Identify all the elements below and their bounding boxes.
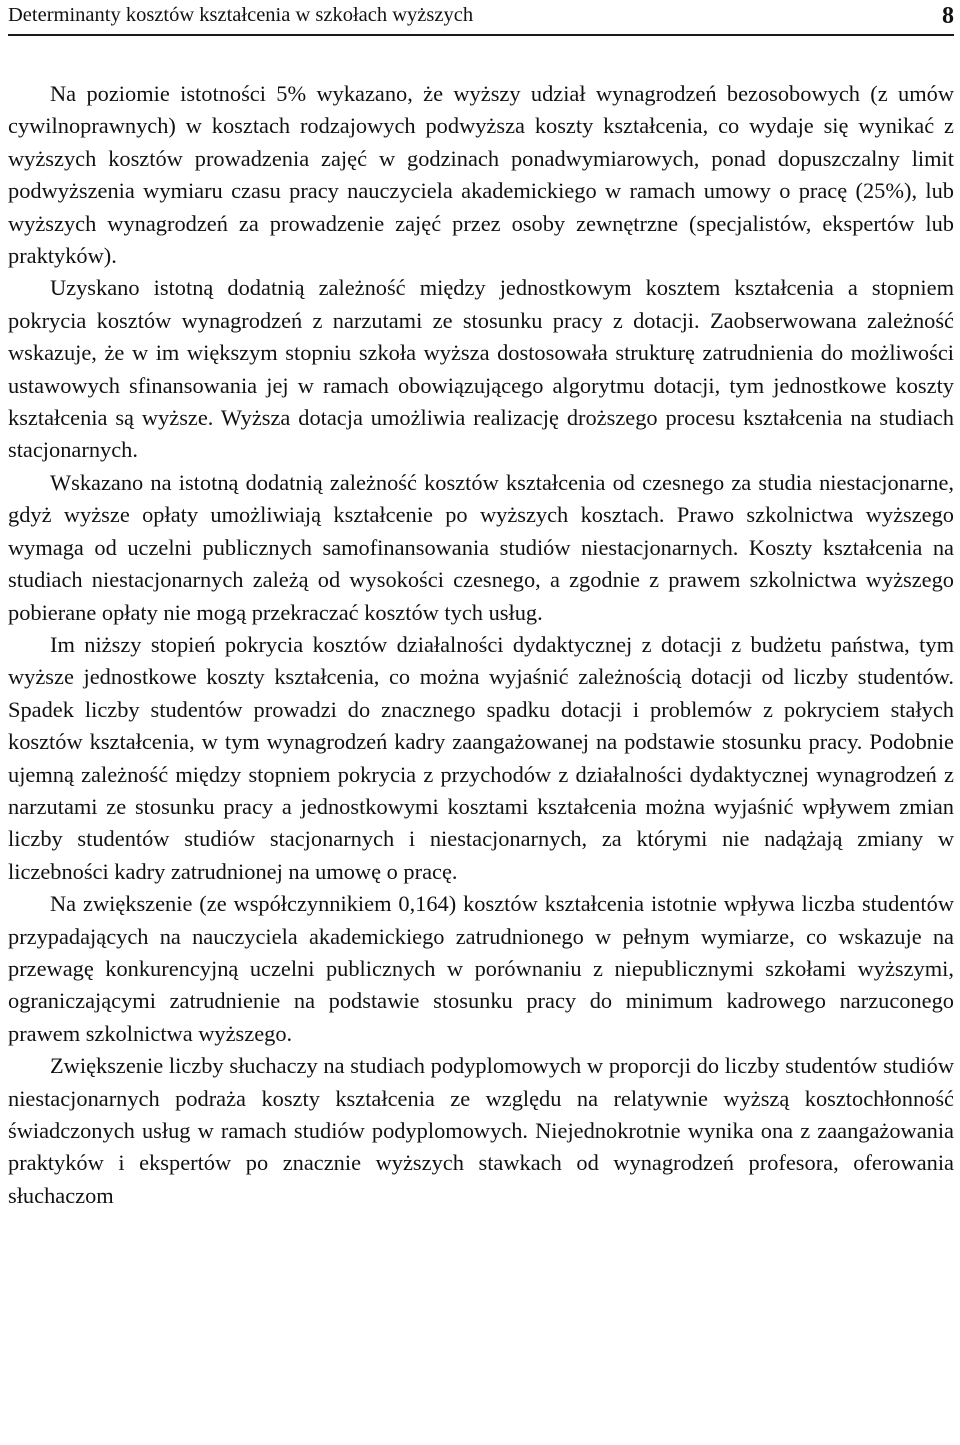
paragraph: Na zwiększenie (ze współczynnikiem 0,164) kosztów kształcenia istotnie wpływa liczba studentów przypadających na nauczyciela akademickiego zatrudnionego w pełnym wymiarze, co wskazuje na przewagę konkurencyjną uczelni publicznych w porównaniu z niepublicznymi szkołami wyższymi, ograniczającymi zatrudnienie na podstawie stosunku pracy do minimum kadrowego narzuconego prawem szkolnictwa wyższego.	[8, 891, 954, 1046]
paragraph: Im niższy stopień pokrycia kosztów działalności dydaktycznej z dotacji z budżetu państwa, tym wyższe jednostkowe koszty kształcenia, co można wyjaśnić zależnością dotacji od liczby studentów. Spadek liczby studentów prowadzi do znacznego spadku dotacji i problemów z pokryciem stałych kosztów kształcenia, w tym wynagrodzeń kadry zaangażowanej na podstawie stosunku pracy. Podobnie ujemną zależność między stopniem pokrycia z przychodów z działalności dydaktycznej wynagrodzeń z narzutami ze stosunku pracy a jednostkowymi kosztami kształcenia można wyjaśnić wpływem zmian liczby studentów studiów stacjonarnych i niestacjonarnych, za którymi nie nadążają zmiany w liczebności kadry zatrudnionej na umowę o pracę.	[8, 631, 954, 884]
paragraph: Zwiększenie liczby słuchaczy na studiach podyplomowych w proporcji do liczby studentów studiów niestacjonarnych podraża koszty kształcenia ze względu na relatywnie wyższą kosztochłonność świadczonych usług w ramach studiów podyplomowych. Niejednokrotnie wynika ona z zaangażowania praktyków i ekspertów po znacznie wyższych stawkach od wynagrodzeń profesora, oferowania słuchaczom	[8, 1053, 954, 1208]
paragraph: Uzyskano istotną dodatnią zależność między jednostkowym kosztem kształcenia a stopniem pokrycia kosztów wynagrodzeń z narzutami ze stosunku pracy z dotacji. Zaobserwowana zależność wskazuje, że w im większym stopniu szkoła wyższa dostosowała strukturę zatrudnienia do możliwości ustawowych sfinansowania jej w ramach obowiązującego algorytmu dotacji, tym jednostkowe koszty kształcenia są wyższe. Wyższa dotacja umożliwia realizację droższego procesu kształcenia na studiach stacjonarnych.	[8, 275, 954, 463]
page-number: 8	[942, 3, 954, 29]
running-header	[8, 0, 954, 36]
running-header-title: Determinanty kosztów kształcenia w szkołach wyższych	[8, 4, 474, 26]
paragraph: Wskazano na istotną dodatnią zależność kosztów kształcenia od czesnego za studia niestacjonarne, gdyż wyższe opłaty umożliwiają kształcenie po wyższych kosztach. Prawo szkolnictwa wyższego wymaga od uczelni publicznych samofinansowania studiów niestacjonarnych. Koszty kształcenia na studiach niestacjonarnych zależą od wysokości czesnego, a zgodnie z prawem szkolnictwa wyższego pobierane opłaty nie mogą przekraczać kosztów tych usług.	[8, 469, 954, 625]
paragraph: Na poziomie istotności 5% wykazano, że wyższy udział wynagrodzeń bezosobowych (z umów cywilnoprawnych) w kosztach rodzajowych podwyższa koszty kształcenia, co wydaje się wynikać z wyższych kosztów prowadzenia zajęć w godzinach ponadwymiarowych, ponad dopuszczalny limit podwyższenia wymiaru czasu pracy nauczyciela akademickiego w ramach umowy o pracę (25%), lub wyższych wynagrodzeń za prowadzenie zajęć przez osoby zewnętrzne (specjalistów, ekspertów lub praktyków).	[8, 81, 954, 269]
document-page	[8, 0, 954, 1445]
body-text	[8, 78, 954, 1212]
